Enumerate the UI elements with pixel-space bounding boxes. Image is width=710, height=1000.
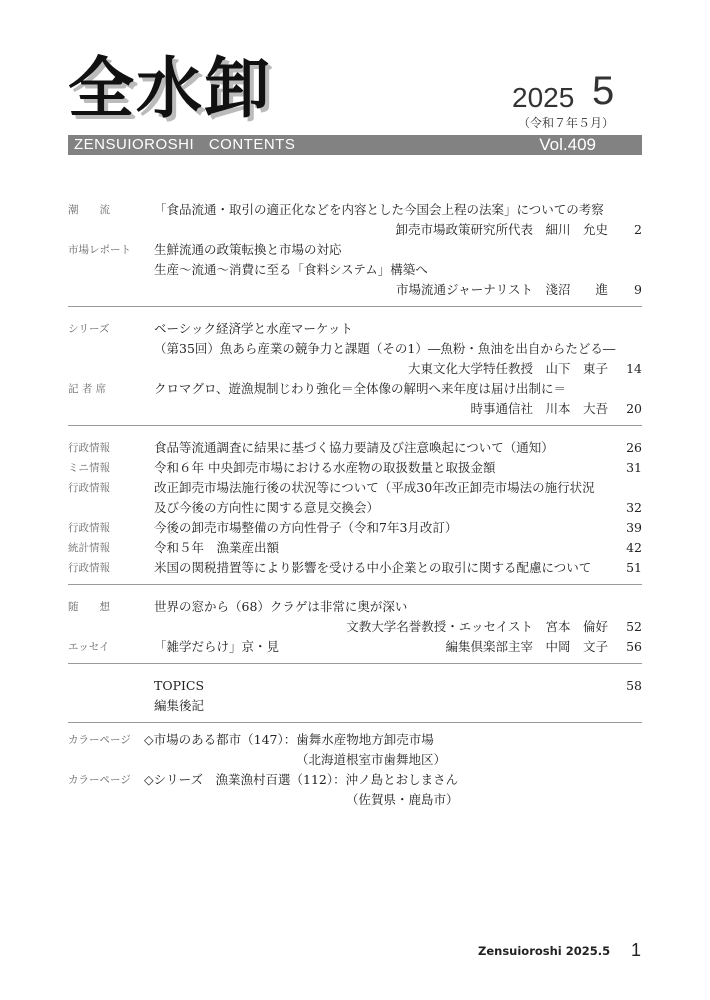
toc-entry[interactable]: [68, 438, 642, 458]
toc-entry[interactable]: [68, 617, 642, 637]
toc-category-label: シリーズ: [68, 323, 110, 335]
toc-entry[interactable]: [68, 260, 642, 280]
toc-section: [68, 315, 642, 426]
toc-entry[interactable]: [68, 240, 642, 260]
toc-category-label: 行政情報: [68, 562, 110, 574]
toc-page-number: 2: [634, 222, 642, 237]
toc-entry-title: 令和５年 漁業産出額: [154, 540, 280, 555]
toc-entry-title: （第35回）魚あら産業の競争力と課題（その1）―魚粉・魚油を出自からたどる―: [154, 341, 616, 356]
footer-page-number: 1: [631, 940, 642, 960]
toc-page-number: 20: [626, 401, 642, 416]
table-of-contents: [68, 196, 642, 731]
toc-entry-title: 世界の窓から（68）クラゲは非常に奥が深い: [154, 599, 408, 614]
toc-entry-title: 食品等流通調査に結果に基づく協力要請及び注意喚起について（通知）: [154, 440, 554, 455]
toc-entry-title: クロマグロ、遊漁規制じわり強化＝全体像の解明へ来年度は届け出制に＝: [154, 381, 567, 396]
color-pages: [68, 730, 642, 810]
toc-entry[interactable]: [68, 518, 642, 538]
color-page-location: （佐賀県・鹿島市）: [346, 792, 459, 807]
toc-entry[interactable]: [68, 558, 642, 578]
toc-entry-title: 令和６年 中央卸売市場における水産物の取扱数量と取扱金額: [154, 460, 496, 475]
banner-title: ZENSUIOROSHI CONTENTS: [74, 136, 296, 153]
toc-page-number: 26: [626, 440, 642, 455]
magazine-logo: 全水卸: [68, 50, 272, 127]
toc-category-label: 行政情報: [68, 522, 110, 534]
toc-entry-title: 改正卸売市場法施行後の状況等について（平成30年改正卸売市場法の施行状況: [154, 480, 595, 495]
toc-entry-title: 編集後記: [154, 698, 205, 713]
toc-page-number: 58: [626, 678, 642, 693]
color-page-label: カラーページ: [68, 734, 131, 746]
toc-section: [68, 672, 642, 723]
toc-category-label: 潮 流: [68, 204, 110, 216]
contents-banner: [68, 135, 642, 155]
toc-entry[interactable]: [68, 200, 642, 220]
toc-page-number: 52: [626, 619, 642, 634]
toc-page-number: 31: [626, 460, 642, 475]
toc-entry[interactable]: [68, 280, 642, 300]
footer-text: Zensuioroshi 2025.5: [478, 944, 611, 958]
toc-entry[interactable]: [68, 498, 642, 518]
toc-entry[interactable]: [68, 597, 642, 617]
toc-section: [68, 593, 642, 664]
toc-entry[interactable]: [68, 399, 642, 419]
toc-entry[interactable]: [68, 676, 642, 696]
toc-entry-title: 生産～流通～消費に至る「食料システム」構築へ: [154, 262, 428, 277]
toc-entry[interactable]: [68, 319, 642, 339]
toc-entry-author: 市場流通ジャーナリスト 淺沼 進: [395, 282, 608, 297]
color-page-title: ◇市場のある都市（147）：歯舞水産物地方卸売市場: [144, 732, 434, 747]
toc-page-number: 9: [634, 282, 642, 297]
toc-entry-title: 生鮮流通の政策転換と市場の対応: [154, 242, 342, 257]
toc-entry[interactable]: [68, 339, 642, 359]
color-page-label: カラーページ: [68, 774, 131, 786]
toc-entry-title: 米国の関税措置等により影響を受ける中小企業との取引に関する配慮について: [154, 560, 592, 575]
toc-entry-author: 卸売市場政策研究所代表 細川 允史: [395, 222, 608, 237]
toc-entry-author: 編集倶楽部主宰 中岡 文子: [445, 639, 608, 654]
toc-entry-title: 今後の卸売市場整備の方向性骨子（令和7年3月改訂）: [154, 520, 458, 535]
color-page-entry[interactable]: [68, 770, 642, 790]
toc-entry-title: ベーシック経済学と水産マーケット: [154, 321, 353, 336]
toc-page-number: 56: [626, 639, 642, 654]
toc-entry-title: TOPICS: [154, 678, 205, 693]
toc-category-label: 統計情報: [68, 542, 110, 554]
color-page-location: （北海道根室市歯舞地区）: [296, 752, 447, 767]
toc-category-label: 行政情報: [68, 482, 110, 494]
color-page-entry[interactable]: [68, 730, 642, 750]
toc-entry-title: 「食品流通・取引の適正化などを内容とした今国会上程の法案」についての考察: [154, 202, 604, 217]
toc-entry[interactable]: [68, 359, 642, 379]
toc-category-label: 記 者 席: [68, 383, 107, 395]
toc-entry-title: 「雑学だらけ」京・見: [154, 639, 280, 654]
toc-category-label: 随 想: [68, 601, 110, 613]
toc-entry[interactable]: [68, 696, 642, 716]
toc-entry[interactable]: [68, 458, 642, 478]
toc-entry[interactable]: [68, 478, 642, 498]
color-page-title: ◇シリーズ 漁業漁村百選（112）：沖ノ島とおしまさん: [144, 772, 459, 787]
toc-entry[interactable]: [68, 220, 642, 240]
toc-entry[interactable]: [68, 637, 642, 657]
toc-entry-title: 及び今後の方向性に関する意見交換会）: [154, 500, 380, 515]
toc-page-number: 51: [626, 560, 642, 575]
issue-era-date: （令和７年５月）: [518, 116, 615, 130]
toc-page-number: 42: [626, 540, 642, 555]
toc-category-label: エッセイ: [68, 641, 110, 653]
issue-month: 5: [592, 69, 615, 113]
toc-entry-author: 大東文化大学特任教授 山下 東子: [407, 361, 608, 376]
color-page-subtitle-row: [68, 750, 642, 770]
toc-category-label: 行政情報: [68, 442, 110, 454]
volume-number: Vol.409: [539, 135, 596, 154]
toc-section: [68, 434, 642, 585]
toc-entry-author: 文教大学名誉教授・エッセイスト 宮本 倫好: [346, 619, 608, 634]
issue-year: 2025: [512, 82, 575, 113]
toc-category-label: ミニ情報: [68, 462, 110, 474]
toc-entry[interactable]: [68, 538, 642, 558]
toc-entry-author: 時事通信社 川本 大吾: [470, 401, 608, 416]
toc-page-number: 32: [626, 500, 642, 515]
color-page-subtitle-row: [68, 790, 642, 810]
toc-page-number: 14: [626, 361, 642, 376]
toc-section: [68, 196, 642, 307]
toc-category-label: 市場レポート: [68, 244, 131, 256]
toc-page-number: 39: [626, 520, 642, 535]
toc-entry[interactable]: [68, 379, 642, 399]
